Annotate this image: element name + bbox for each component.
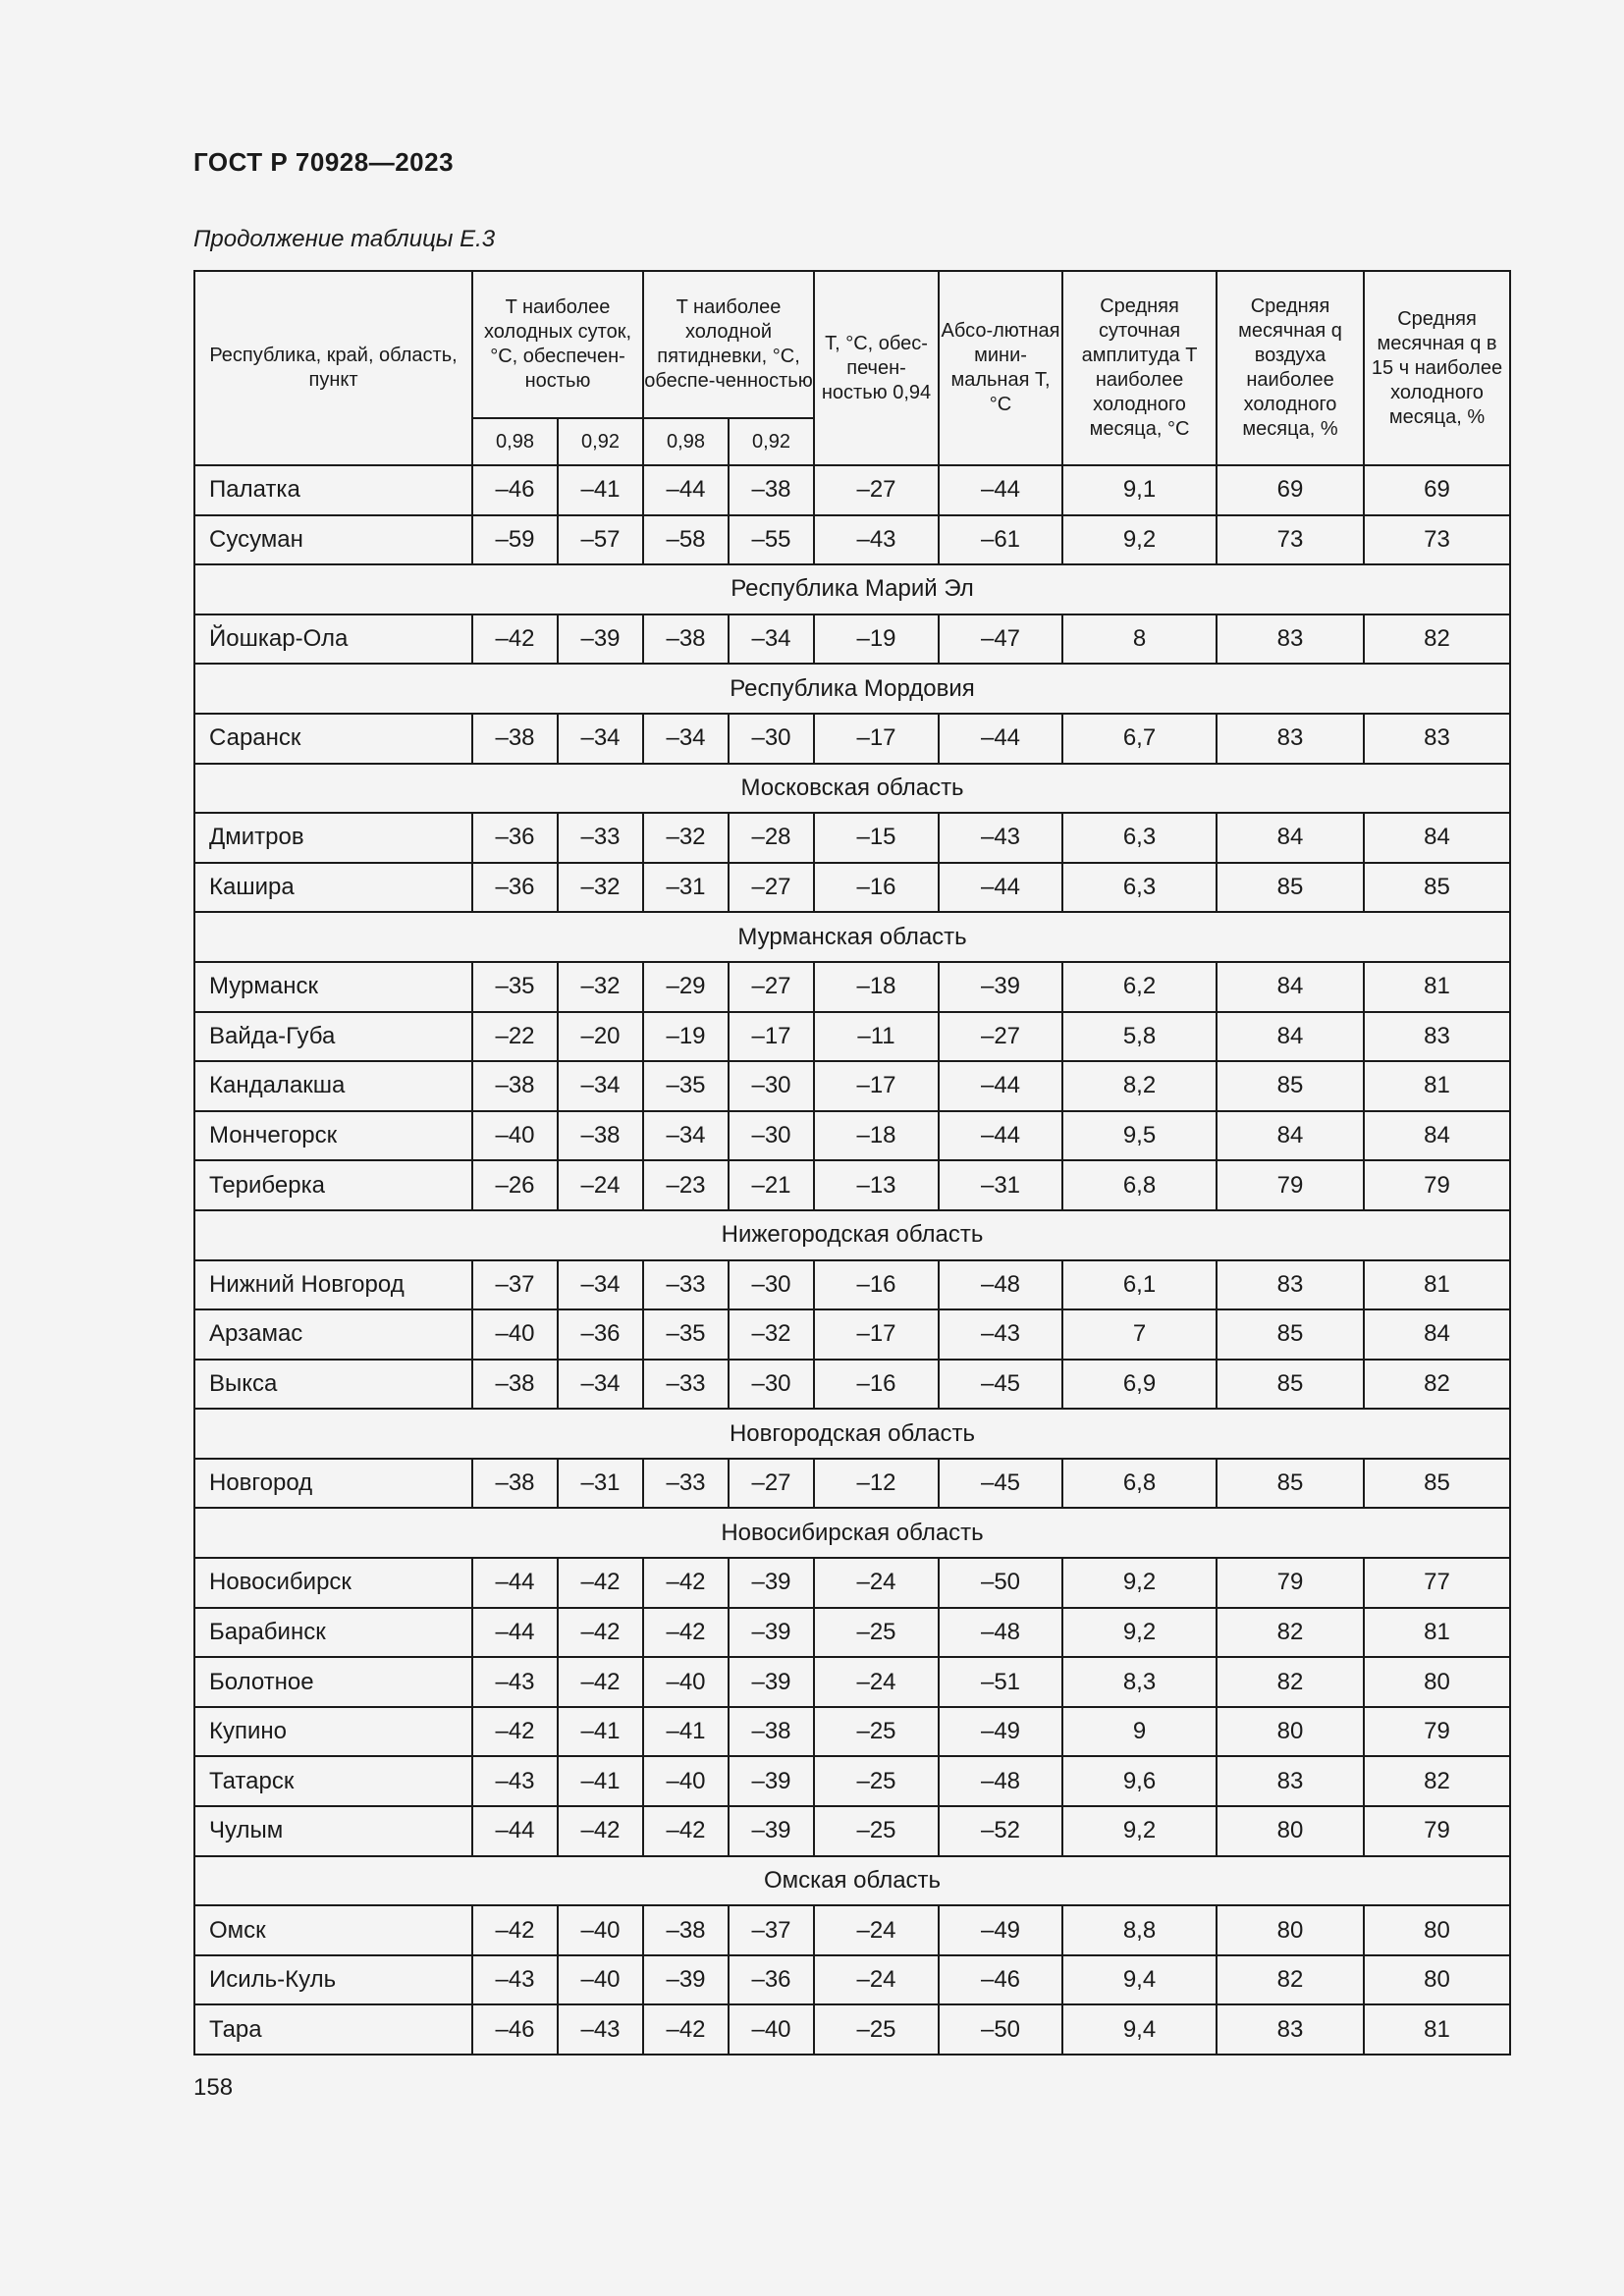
- table-cell: 80: [1364, 1955, 1510, 2005]
- table-cell: 9,6: [1062, 1756, 1217, 1806]
- location-name: Мурманск: [194, 962, 472, 1012]
- table-row: [194, 1756, 1510, 1806]
- location-name: Палатка: [194, 465, 472, 515]
- table-cell: –32: [643, 813, 729, 863]
- table-cell: 9,2: [1062, 1558, 1217, 1608]
- location-name: Омск: [194, 1905, 472, 1955]
- table-cell: –43: [472, 1657, 558, 1707]
- table-cell: –36: [729, 1955, 814, 2005]
- table-cell: 83: [1364, 714, 1510, 764]
- location-name: Новосибирск: [194, 1558, 472, 1608]
- table-cell: –37: [472, 1260, 558, 1310]
- table-cell: –22: [472, 1012, 558, 1062]
- table-cell: 9,1: [1062, 465, 1217, 515]
- table-cell: –43: [558, 2004, 643, 2055]
- table-cell: 9,5: [1062, 1111, 1217, 1161]
- table-cell: –43: [939, 1309, 1062, 1360]
- table-cell: –48: [939, 1260, 1062, 1310]
- table-cell: –51: [939, 1657, 1062, 1707]
- table-cell: –42: [558, 1558, 643, 1608]
- table-cell: –40: [643, 1756, 729, 1806]
- table-cell: –42: [558, 1608, 643, 1658]
- table-cell: 84: [1364, 1111, 1510, 1161]
- table-row: [194, 1707, 1510, 1757]
- table-cell: 79: [1364, 1707, 1510, 1757]
- table-cell: 85: [1364, 1459, 1510, 1509]
- table-cell: –34: [729, 614, 814, 665]
- table-cell: –15: [814, 813, 939, 863]
- table-cell: –34: [643, 714, 729, 764]
- table-cell: –38: [729, 465, 814, 515]
- table-cell: –16: [814, 863, 939, 913]
- table-cell: 85: [1217, 1309, 1364, 1360]
- region-label: Новгородская область: [194, 1409, 1510, 1459]
- table-cell: –44: [472, 1608, 558, 1658]
- table-cell: 9: [1062, 1707, 1217, 1757]
- table-cell: –39: [729, 1756, 814, 1806]
- table-cell: –44: [939, 714, 1062, 764]
- table-cell: –30: [729, 1260, 814, 1310]
- table-cell: 8,3: [1062, 1657, 1217, 1707]
- table-cell: –27: [729, 962, 814, 1012]
- table-cell: –25: [814, 1608, 939, 1658]
- table-cell: 80: [1217, 1806, 1364, 1856]
- region-label: Новосибирская область: [194, 1508, 1510, 1558]
- table-cell: 73: [1364, 515, 1510, 565]
- table-cell: 85: [1364, 863, 1510, 913]
- header-monthly-humidity: Средняя месячная q воздуха наиболее холодного месяца, %: [1217, 271, 1364, 465]
- table-cell: –40: [558, 1905, 643, 1955]
- table-cell: 8,2: [1062, 1061, 1217, 1111]
- table-row: [194, 1260, 1510, 1310]
- table-cell: –55: [729, 515, 814, 565]
- table-cell: –61: [939, 515, 1062, 565]
- table-cell: 8,8: [1062, 1905, 1217, 1955]
- table-cell: –41: [643, 1707, 729, 1757]
- table-cell: 79: [1217, 1558, 1364, 1608]
- table-cell: –23: [643, 1160, 729, 1210]
- page-number: 158: [193, 2074, 234, 2101]
- table-continuation-caption: Продолжение таблицы Е.3: [193, 226, 496, 252]
- location-name: Выкса: [194, 1360, 472, 1410]
- table-cell: –42: [643, 1608, 729, 1658]
- table-cell: –17: [814, 1309, 939, 1360]
- region-label: Московская область: [194, 764, 1510, 814]
- table-cell: –39: [643, 1955, 729, 2005]
- location-name: Болотное: [194, 1657, 472, 1707]
- table-cell: –36: [472, 813, 558, 863]
- table-cell: 6,8: [1062, 1459, 1217, 1509]
- table-cell: –33: [643, 1459, 729, 1509]
- table-cell: 6,7: [1062, 714, 1217, 764]
- table-cell: –50: [939, 2004, 1062, 2055]
- table-cell: –33: [643, 1360, 729, 1410]
- table-cell: 79: [1364, 1806, 1510, 1856]
- table-cell: 84: [1364, 813, 1510, 863]
- header-daily-amplitude: Средняя суточная амплитуда T наиболее холодного месяца, °С: [1062, 271, 1217, 465]
- table-cell: –39: [729, 1558, 814, 1608]
- table-cell: –34: [558, 1360, 643, 1410]
- table-cell: 79: [1217, 1160, 1364, 1210]
- table-cell: –59: [472, 515, 558, 565]
- table-cell: 82: [1364, 614, 1510, 665]
- table-cell: –36: [558, 1309, 643, 1360]
- subheader-092-b: 0,92: [729, 418, 814, 465]
- table-cell: –27: [814, 465, 939, 515]
- table-row: [194, 1012, 1510, 1062]
- table-cell: –47: [939, 614, 1062, 665]
- table-cell: –19: [814, 614, 939, 665]
- table-cell: –49: [939, 1905, 1062, 1955]
- table-cell: –29: [643, 962, 729, 1012]
- table-row: [194, 714, 1510, 764]
- region-row: [194, 664, 1510, 714]
- table-row: [194, 1160, 1510, 1210]
- table-cell: –35: [472, 962, 558, 1012]
- region-row: [194, 1210, 1510, 1260]
- table-cell: –43: [472, 1756, 558, 1806]
- table-cell: 80: [1364, 1657, 1510, 1707]
- table-row: [194, 1955, 1510, 2005]
- table-cell: –11: [814, 1012, 939, 1062]
- table-cell: –43: [814, 515, 939, 565]
- table-cell: 82: [1217, 1955, 1364, 2005]
- table-cell: –24: [814, 1905, 939, 1955]
- table-cell: –20: [558, 1012, 643, 1062]
- location-name: Тара: [194, 2004, 472, 2055]
- table-row: [194, 863, 1510, 913]
- table-cell: –31: [939, 1160, 1062, 1210]
- table-row: [194, 1558, 1510, 1608]
- table-row: [194, 962, 1510, 1012]
- table-cell: –27: [729, 1459, 814, 1509]
- location-name: Исиль-Куль: [194, 1955, 472, 2005]
- table-cell: –46: [939, 1955, 1062, 2005]
- table-row: [194, 1111, 1510, 1161]
- table-cell: –38: [472, 1360, 558, 1410]
- table-cell: 69: [1217, 465, 1364, 515]
- table-cell: 77: [1364, 1558, 1510, 1608]
- table-cell: –58: [643, 515, 729, 565]
- location-name: Йошкар-Ола: [194, 614, 472, 665]
- table-cell: –35: [643, 1061, 729, 1111]
- table-cell: –50: [939, 1558, 1062, 1608]
- table-cell: –44: [472, 1806, 558, 1856]
- location-name: Новгород: [194, 1459, 472, 1509]
- location-name: Барабинск: [194, 1608, 472, 1658]
- table-cell: 5,8: [1062, 1012, 1217, 1062]
- table-cell: –44: [939, 1111, 1062, 1161]
- table-cell: 81: [1364, 2004, 1510, 2055]
- table-row: [194, 1657, 1510, 1707]
- table-cell: 9,4: [1062, 1955, 1217, 2005]
- location-name: Арзамас: [194, 1309, 472, 1360]
- table-cell: –40: [643, 1657, 729, 1707]
- region-row: [194, 1508, 1510, 1558]
- location-name: Вайда-Губа: [194, 1012, 472, 1062]
- table-cell: –41: [558, 465, 643, 515]
- table-cell: 82: [1217, 1608, 1364, 1658]
- location-name: Нижний Новгород: [194, 1260, 472, 1310]
- region-row: [194, 1856, 1510, 1906]
- location-name: Дмитров: [194, 813, 472, 863]
- table-row: [194, 1608, 1510, 1658]
- table-row: [194, 614, 1510, 665]
- table-cell: 80: [1364, 1905, 1510, 1955]
- table-cell: –42: [558, 1806, 643, 1856]
- table-row: [194, 1061, 1510, 1111]
- table-cell: –45: [939, 1360, 1062, 1410]
- table-cell: –25: [814, 1806, 939, 1856]
- table-cell: –25: [814, 1756, 939, 1806]
- table-cell: 83: [1364, 1012, 1510, 1062]
- table-cell: –28: [729, 813, 814, 863]
- table-cell: –52: [939, 1806, 1062, 1856]
- table-cell: –16: [814, 1360, 939, 1410]
- table-cell: 82: [1364, 1360, 1510, 1410]
- table-cell: –32: [558, 863, 643, 913]
- table-cell: –38: [472, 1061, 558, 1111]
- location-name: Мончегорск: [194, 1111, 472, 1161]
- table-cell: –39: [729, 1608, 814, 1658]
- table-cell: –30: [729, 1061, 814, 1111]
- table-cell: –42: [472, 614, 558, 665]
- table-cell: –46: [472, 2004, 558, 2055]
- table-cell: –39: [558, 614, 643, 665]
- table-cell: –40: [472, 1111, 558, 1161]
- table-row: [194, 1905, 1510, 1955]
- table-cell: –43: [939, 813, 1062, 863]
- table-cell: 6,2: [1062, 962, 1217, 1012]
- table-cell: 69: [1364, 465, 1510, 515]
- table-cell: –18: [814, 1111, 939, 1161]
- table-cell: –48: [939, 1608, 1062, 1658]
- header-coldest-day: T наиболее холодных суток, °С, обеспечен-ностью: [472, 271, 643, 418]
- table-cell: –33: [643, 1260, 729, 1310]
- table-cell: 6,9: [1062, 1360, 1217, 1410]
- table-cell: 83: [1217, 1756, 1364, 1806]
- table-cell: –34: [558, 714, 643, 764]
- header-t-094: T, °С, обес-печен-ностью 0,94: [814, 271, 939, 465]
- table-cell: –38: [472, 714, 558, 764]
- table-cell: –17: [729, 1012, 814, 1062]
- climate-table: [193, 270, 1511, 2056]
- table-cell: 6,1: [1062, 1260, 1217, 1310]
- table-cell: 84: [1364, 1309, 1510, 1360]
- subheader-098-b: 0,98: [643, 418, 729, 465]
- table-cell: –31: [643, 863, 729, 913]
- header-location: Республика, край, область, пункт: [194, 271, 472, 465]
- table-cell: –41: [558, 1756, 643, 1806]
- table-cell: –42: [643, 1558, 729, 1608]
- table-cell: 81: [1364, 1260, 1510, 1310]
- table-cell: –43: [472, 1955, 558, 2005]
- location-name: Кашира: [194, 863, 472, 913]
- table-cell: –24: [558, 1160, 643, 1210]
- table-cell: 6,3: [1062, 813, 1217, 863]
- table-cell: –42: [643, 1806, 729, 1856]
- table-cell: 84: [1217, 813, 1364, 863]
- table-cell: 80: [1217, 1905, 1364, 1955]
- header-coldest-five-day: T наиболее холодной пятидневки, °С, обеспе-ченностью: [643, 271, 814, 418]
- table-cell: 84: [1217, 1111, 1364, 1161]
- table-cell: –39: [729, 1657, 814, 1707]
- table-cell: –30: [729, 1360, 814, 1410]
- table-cell: –57: [558, 515, 643, 565]
- table-cell: 79: [1364, 1160, 1510, 1210]
- table-cell: –37: [729, 1905, 814, 1955]
- table-cell: –24: [814, 1558, 939, 1608]
- table-cell: –38: [729, 1707, 814, 1757]
- table-cell: –17: [814, 714, 939, 764]
- table-cell: 85: [1217, 1459, 1364, 1509]
- table-cell: 82: [1217, 1657, 1364, 1707]
- table-cell: 85: [1217, 863, 1364, 913]
- table-cell: –44: [472, 1558, 558, 1608]
- table-cell: 6,8: [1062, 1160, 1217, 1210]
- table-cell: –42: [558, 1657, 643, 1707]
- table-cell: –38: [558, 1111, 643, 1161]
- region-row: [194, 1409, 1510, 1459]
- table-cell: –13: [814, 1160, 939, 1210]
- location-name: Саранск: [194, 714, 472, 764]
- table-cell: 83: [1217, 714, 1364, 764]
- table-cell: –30: [729, 1111, 814, 1161]
- table-cell: –40: [729, 2004, 814, 2055]
- table-cell: 85: [1217, 1360, 1364, 1410]
- header-absolute-min: Абсо-лютная мини-мальная T, °С: [939, 271, 1062, 465]
- table-cell: –40: [472, 1309, 558, 1360]
- table-cell: –19: [643, 1012, 729, 1062]
- table-row: [194, 2004, 1510, 2055]
- table-cell: –16: [814, 1260, 939, 1310]
- region-row: [194, 564, 1510, 614]
- table-cell: –45: [939, 1459, 1062, 1509]
- table-cell: –44: [643, 465, 729, 515]
- table-cell: 7: [1062, 1309, 1217, 1360]
- region-label: Нижегородская область: [194, 1210, 1510, 1260]
- table-cell: 84: [1217, 962, 1364, 1012]
- table-cell: –49: [939, 1707, 1062, 1757]
- table-cell: –25: [814, 2004, 939, 2055]
- table-cell: –44: [939, 465, 1062, 515]
- table-cell: 82: [1364, 1756, 1510, 1806]
- table-cell: –31: [558, 1459, 643, 1509]
- table-cell: –30: [729, 714, 814, 764]
- location-name: Териберка: [194, 1160, 472, 1210]
- table-cell: 9,2: [1062, 1806, 1217, 1856]
- region-row: [194, 764, 1510, 814]
- table-cell: –44: [939, 863, 1062, 913]
- table-cell: –25: [814, 1707, 939, 1757]
- table-row: [194, 1360, 1510, 1410]
- table-cell: –26: [472, 1160, 558, 1210]
- table-cell: –34: [558, 1061, 643, 1111]
- table-cell: –27: [729, 863, 814, 913]
- table-row: [194, 465, 1510, 515]
- table-cell: 83: [1217, 1260, 1364, 1310]
- table-cell: –33: [558, 813, 643, 863]
- table-body: [194, 465, 1510, 2055]
- table-cell: –32: [558, 962, 643, 1012]
- table-cell: –48: [939, 1756, 1062, 1806]
- table-cell: –32: [729, 1309, 814, 1360]
- table-cell: –24: [814, 1657, 939, 1707]
- table-cell: –41: [558, 1707, 643, 1757]
- table-cell: –39: [939, 962, 1062, 1012]
- table-cell: 81: [1364, 1608, 1510, 1658]
- table-cell: 9,2: [1062, 1608, 1217, 1658]
- region-label: Республика Мордовия: [194, 664, 1510, 714]
- location-name: Сусуман: [194, 515, 472, 565]
- header-humidity-15h: Средняя месячная q в 15 ч наиболее холодного месяца, %: [1364, 271, 1510, 465]
- region-label: Республика Марий Эл: [194, 564, 1510, 614]
- table-cell: 83: [1217, 614, 1364, 665]
- table-cell: 73: [1217, 515, 1364, 565]
- table-cell: 9,4: [1062, 2004, 1217, 2055]
- table-row: [194, 1309, 1510, 1360]
- table-cell: –36: [472, 863, 558, 913]
- table-row: [194, 1806, 1510, 1856]
- region-row: [194, 912, 1510, 962]
- table-cell: –39: [729, 1806, 814, 1856]
- table-cell: –44: [939, 1061, 1062, 1111]
- table-cell: –42: [643, 2004, 729, 2055]
- table-row: [194, 1459, 1510, 1509]
- table-cell: 6,3: [1062, 863, 1217, 913]
- table-cell: –24: [814, 1955, 939, 2005]
- region-label: Мурманская область: [194, 912, 1510, 962]
- table-cell: –38: [643, 614, 729, 665]
- table-cell: 81: [1364, 1061, 1510, 1111]
- table-cell: –38: [643, 1905, 729, 1955]
- table-cell: –35: [643, 1309, 729, 1360]
- table-cell: –38: [472, 1459, 558, 1509]
- table-cell: –34: [558, 1260, 643, 1310]
- table-cell: 8: [1062, 614, 1217, 665]
- document-header: ГОСТ Р 70928—2023: [193, 147, 455, 177]
- table-cell: –18: [814, 962, 939, 1012]
- table-cell: –21: [729, 1160, 814, 1210]
- table-cell: 9,2: [1062, 515, 1217, 565]
- table-cell: 81: [1364, 962, 1510, 1012]
- table-row: [194, 515, 1510, 565]
- table-cell: 84: [1217, 1012, 1364, 1062]
- table-cell: –40: [558, 1955, 643, 2005]
- table-cell: –42: [472, 1905, 558, 1955]
- table-cell: 83: [1217, 2004, 1364, 2055]
- subheader-098-a: 0,98: [472, 418, 558, 465]
- table-cell: 80: [1217, 1707, 1364, 1757]
- table-cell: –12: [814, 1459, 939, 1509]
- table-cell: –34: [643, 1111, 729, 1161]
- table-row: [194, 813, 1510, 863]
- table-cell: 85: [1217, 1061, 1364, 1111]
- location-name: Чулым: [194, 1806, 472, 1856]
- subheader-092-a: 0,92: [558, 418, 643, 465]
- region-label: Омская область: [194, 1856, 1510, 1906]
- location-name: Татарск: [194, 1756, 472, 1806]
- table-cell: –27: [939, 1012, 1062, 1062]
- location-name: Купино: [194, 1707, 472, 1757]
- location-name: Кандалакша: [194, 1061, 472, 1111]
- table-cell: –46: [472, 465, 558, 515]
- table-cell: –17: [814, 1061, 939, 1111]
- table-cell: –42: [472, 1707, 558, 1757]
